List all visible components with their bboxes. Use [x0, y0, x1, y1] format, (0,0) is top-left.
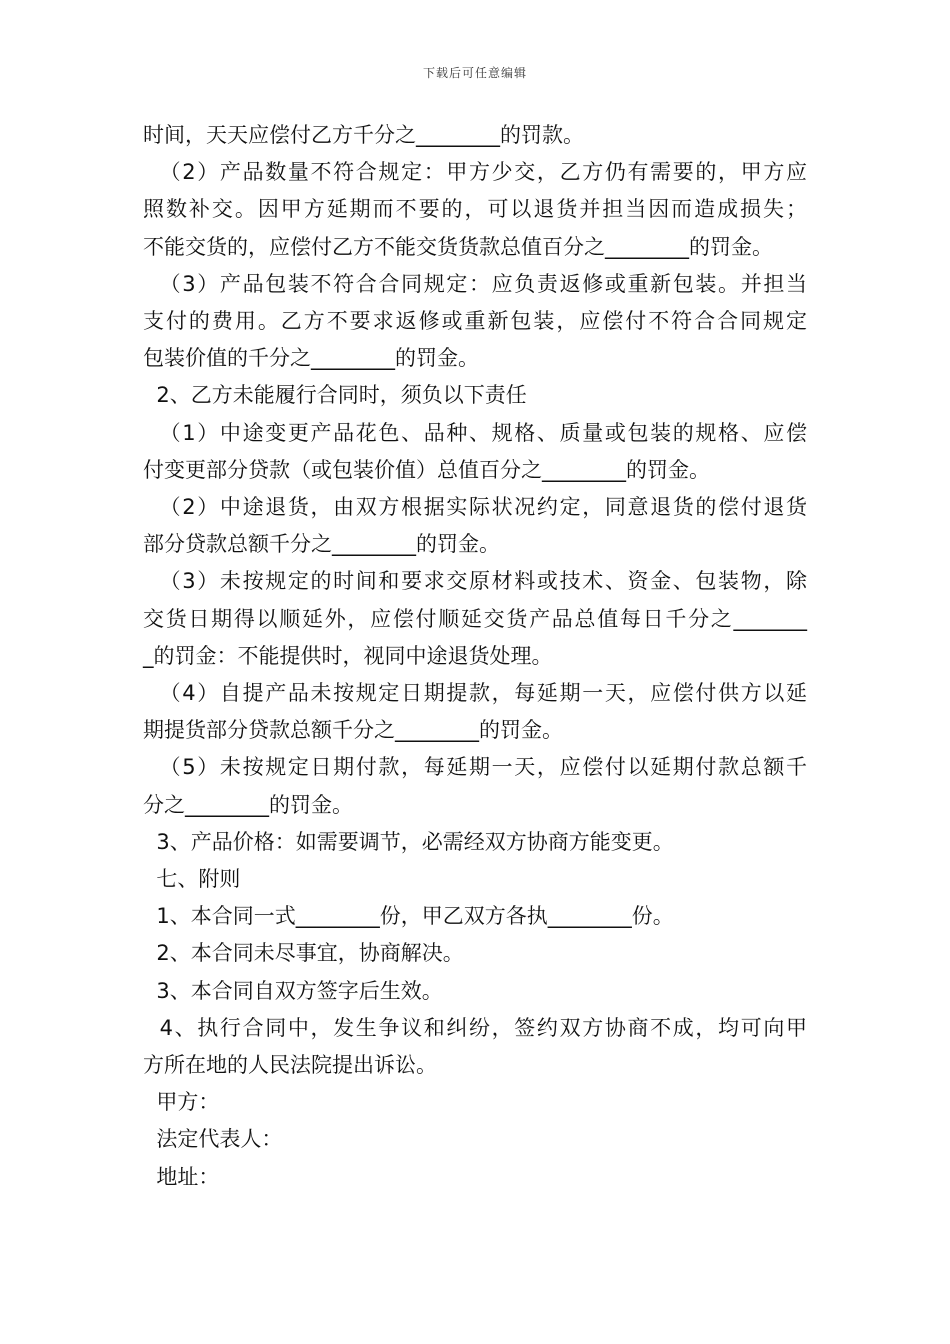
contract-body [143, 117, 807, 1196]
text-line: 时间，天天应偿付乙方千分之________的罚款。 [143, 123, 584, 147]
text-line: （5）未按规定日期付款，每延期一天，应偿付以延期付款总额千 [143, 755, 807, 780]
text-line: 照数补交。因甲方延期而不要的，可以退货并担当因而造成损失； [143, 197, 807, 222]
text-line: 分之________的罚金。 [143, 792, 353, 817]
text-line: 支付的费用。乙方不要求返修或重新包装，应偿付不符合合同规定 [143, 309, 807, 334]
text-line: 方所在地的人民法院提出诉讼。 [143, 1053, 437, 1078]
text-line: （4）自提产品未按规定日期提款，每延期一天，应偿付供方以延 [143, 681, 807, 706]
text-line: （2）中途退货，由双方根据实际状况约定，同意退货的偿付退货 [143, 495, 807, 520]
text-line: （1）中途变更产品花色、品种、规格、质量或包装的规格、应偿 [143, 420, 807, 445]
text-line: 地址： [143, 1164, 220, 1189]
page-header: 下载后可任意编辑 [422, 66, 527, 80]
text-line: 4、执行合同中，发生争议和纠纷，签约双方协商不成，均可向甲 [143, 1015, 807, 1040]
text-line: _的罚金：不能提供时，视同中途退货处理。 [143, 643, 553, 668]
text-line: （2）产品数量不符合规定：甲方少交，乙方仍有需要的，甲方应 [143, 160, 807, 185]
text-line: 3、本合同自双方签字后生效。 [143, 978, 443, 1003]
text-line: （3）产品包装不符合合同规定：应负责返修或重新包装。并担当 [143, 271, 807, 296]
text-line: 不能交货的，应偿付乙方不能交货货款总值百分之________的罚金。 [143, 234, 773, 259]
text-line: 包装价值的千分之________的罚金。 [143, 346, 479, 371]
text-line: 2、乙方未能履行合同时，须负以下责任 [143, 383, 527, 408]
text-line: 交货日期得以顺延外，应偿付顺延交货产品总值每日千分之_______ [143, 606, 807, 631]
text-line: （3）未按规定的时间和要求交原材料或技术、资金、包装物，除 [143, 569, 807, 594]
text-line: 法定代表人： [143, 1127, 283, 1152]
text-line: 七、附则 [143, 867, 241, 892]
text-line: 甲方： [143, 1090, 220, 1115]
text-line: 1、本合同一式________份，甲乙双方各执________份。 [143, 904, 674, 929]
text-line: 期提货部分贷款总额千分之________的罚金。 [143, 718, 563, 743]
text-line: 付变更部分贷款（或包装价值）总值百分之________的罚金。 [143, 457, 710, 482]
text-line: 3、产品价格：如需要调节，必需经双方协商方能变更。 [143, 829, 674, 854]
text-line: 部分贷款总额千分之________的罚金。 [143, 532, 500, 557]
text-line: 2、本合同未尽事宜，协商解决。 [143, 941, 464, 966]
